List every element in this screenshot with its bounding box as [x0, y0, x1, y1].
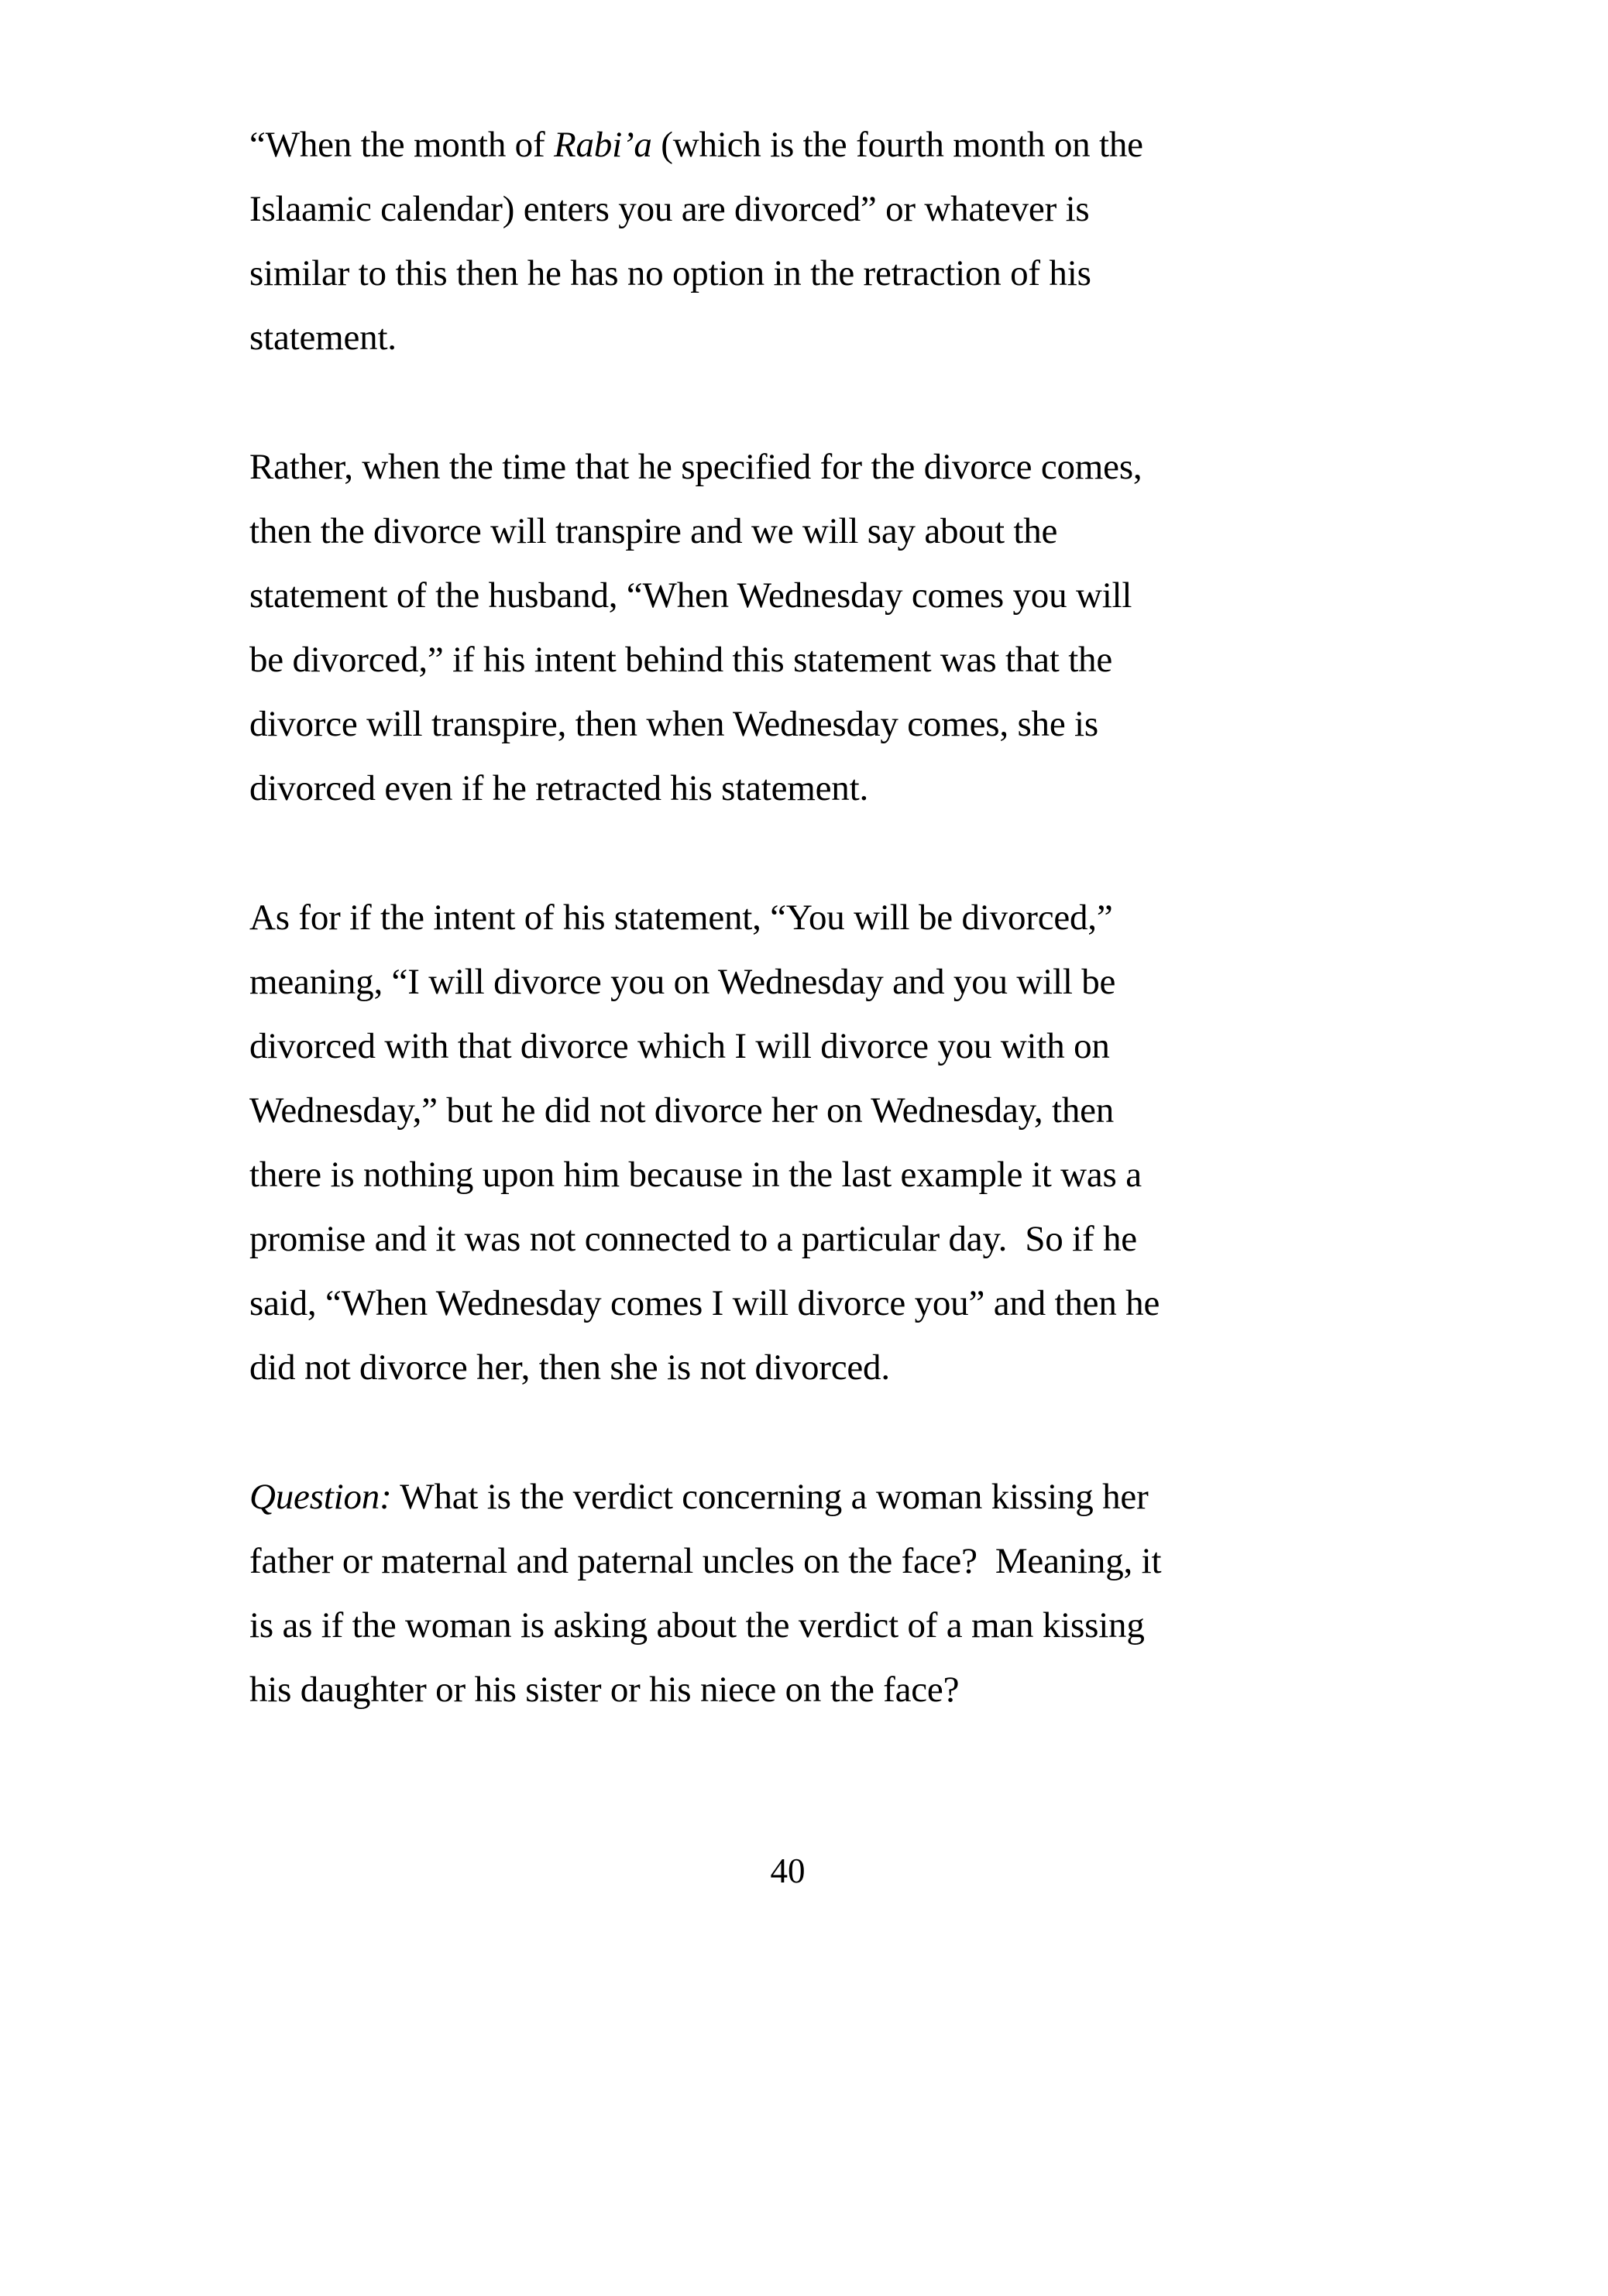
text-line [249, 1014, 1334, 1079]
text-segment: did not divorce her, then she is not divorced. [249, 1347, 890, 1388]
text-segment: As for if the intent of his statement, “You will be divorced,” [249, 897, 1113, 938]
text-line [249, 564, 1334, 628]
italic-term-rabia: Rabi’a [553, 125, 652, 165]
text-segment: divorce will transpire, then when Wednesday comes, she is [249, 704, 1098, 744]
text-block [249, 113, 1334, 1787]
text-line [249, 306, 1334, 370]
text-segment: statement. [249, 317, 397, 358]
text-segment: said, “When Wednesday comes I will divorce you” and then he [249, 1283, 1160, 1323]
text-line [249, 1207, 1334, 1272]
text-line [249, 692, 1334, 757]
paragraph-2 [249, 435, 1334, 821]
page-number: 40 [770, 1852, 806, 1890]
paragraph-4 [249, 1465, 1334, 1722]
text-line [249, 886, 1334, 950]
text-line [249, 757, 1334, 821]
text-segment: Wednesday,” but he did not divorce her on Wednesday, then [249, 1090, 1115, 1131]
text-line [249, 1594, 1334, 1658]
text-segment: meaning, “I will divorce you on Wednesday and you will be [249, 962, 1116, 1002]
text-segment: promise and it was not connected to a particular day. So if he [249, 1219, 1137, 1259]
text-line [249, 499, 1334, 564]
text-line [249, 950, 1334, 1014]
text-line [249, 628, 1334, 692]
text-segment: What is the verdict concerning a woman kissing her [391, 1477, 1149, 1517]
paragraph-1 [249, 113, 1334, 370]
text-segment: then the divorce will transpire and we will say about the [249, 511, 1058, 551]
text-line [249, 242, 1334, 306]
text-segment: there is nothing upon him because in the last example it was a [249, 1155, 1142, 1195]
text-line [249, 1529, 1334, 1594]
italic-term-question: Question: [249, 1477, 392, 1517]
text-segment: divorced even if he retracted his statement. [249, 768, 868, 808]
text-line [249, 1336, 1334, 1400]
paragraph-3 [249, 886, 1334, 1400]
text-line [249, 435, 1334, 499]
text-segment: Islaamic calendar) enters you are divorced” or whatever is [249, 189, 1090, 229]
text-segment: divorced with that divorce which I will divorce you with on [249, 1026, 1110, 1066]
text-segment: be divorced,” if his intent behind this statement was that the [249, 640, 1113, 680]
text-line [249, 113, 1334, 177]
text-line [249, 1079, 1334, 1143]
text-line [249, 1272, 1334, 1336]
text-segment: father or maternal and paternal uncles on the face? Meaning, it [249, 1541, 1162, 1581]
text-line [249, 1465, 1334, 1529]
text-line [249, 1143, 1334, 1207]
text-line [249, 1658, 1334, 1722]
text-segment: is as if the woman is asking about the verdict of a man kissing [249, 1605, 1145, 1646]
text-segment: “When the month of [249, 125, 554, 165]
text-line [249, 177, 1334, 242]
text-segment: (which is the fourth month on the [651, 125, 1143, 165]
text-segment: his daughter or his sister or his niece on the face? [249, 1670, 960, 1710]
text-segment: statement of the husband, “When Wednesday comes you will [249, 575, 1132, 616]
text-segment: similar to this then he has no option in the retraction of his [249, 253, 1091, 293]
text-segment: Rather, when the time that he specified for the divorce comes, [249, 447, 1142, 487]
